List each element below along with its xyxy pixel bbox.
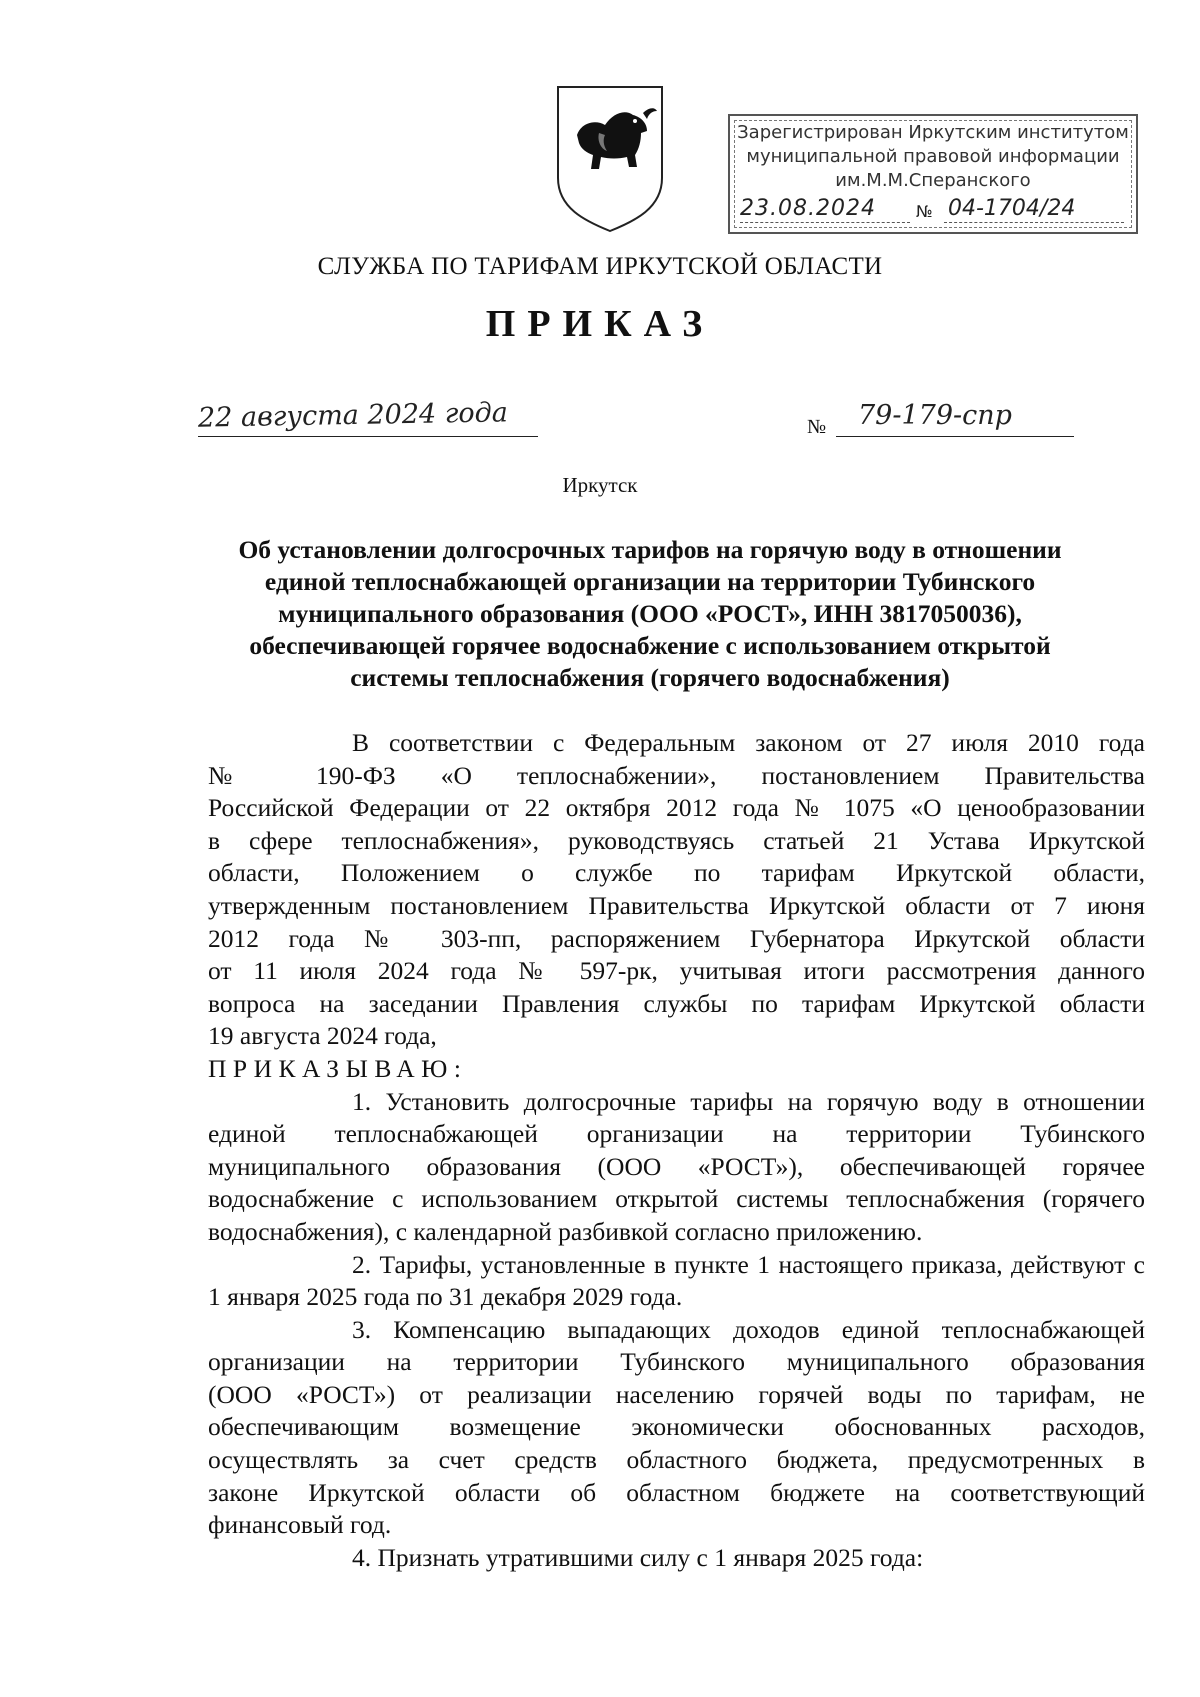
- registration-stamp: [728, 114, 1138, 234]
- text-line: от 11 июля 2024 года № 597-рк, учитывая итоги рассмотрения данного: [208, 956, 1145, 986]
- item-1-paragraph: [208, 1086, 1145, 1249]
- text-line: 1 января 2025 года по 31 декабря 2029 года.: [208, 1282, 683, 1312]
- order-title: [150, 534, 1150, 694]
- title-line: муниципального образования (ООО «РОСТ», ИНН 3817050036),: [278, 599, 1022, 628]
- stamp-line-1: Зарегистрирован Иркутским институтом: [737, 122, 1129, 143]
- handwritten-order-number: 79-179-спр: [858, 400, 1012, 431]
- text-line: осуществлять за счет средств областного бюджета, предусмотренных в: [208, 1445, 1145, 1475]
- text-line: 4. Признать утратившими силу с 1 января 2025 года:: [352, 1542, 924, 1572]
- title-line: единой теплоснабжающей организации на территории Тубинского: [264, 567, 1036, 596]
- agency-name: СЛУЖБА ПО ТАРИФАМ ИРКУТСКОЙ ОБЛАСТИ: [317, 253, 883, 280]
- text-line: финансовый год.: [208, 1510, 392, 1540]
- stamp-number-underline: [944, 222, 1124, 223]
- text-line: единой теплоснабжающей организации на территории Тубинского: [208, 1119, 1145, 1149]
- text-line: обеспечивающим возмещение экономически обоснованных расходов,: [208, 1412, 1145, 1442]
- text-line: области, Положением о службе по тарифам Иркутской области,: [208, 858, 1145, 888]
- text-line: Российской Федерации от 22 октября 2012 года № 1075 «О ценообразовании: [208, 793, 1145, 823]
- stamp-line-2: муниципальной правовой информации: [746, 146, 1120, 167]
- text-line: (ООО «РОСТ») от реализации населению горячей воды по тарифам, не: [208, 1379, 1145, 1409]
- preamble-paragraph: [208, 727, 1145, 1053]
- handwritten-date: 22 августа 2024 года: [197, 397, 509, 434]
- text-line: в сфере теплоснабжения», руководствуясь статьей 21 Устава Иркутской: [208, 825, 1145, 855]
- date-underline: [198, 436, 538, 437]
- text-line: 2. Тарифы, установленные в пункте 1 настоящего приказа, действуют с: [352, 1249, 1145, 1279]
- text-line: 19 августа 2024 года,: [208, 1021, 437, 1051]
- text-line: утвержденным постановлением Правительства Иркутской области от 7 июня: [208, 890, 1145, 920]
- text-line: 2012 года № 303-пп, распоряжением Губернатора Иркутской области: [208, 923, 1145, 953]
- title-line: обеспечивающей горячее водоснабжение с использованием открытой: [249, 631, 1051, 660]
- text-line: № 190-ФЗ «О теплоснабжении», постановлением Правительства: [208, 760, 1145, 790]
- order-body: [208, 727, 1145, 1574]
- stamp-date-underline: [740, 222, 910, 223]
- text-line: В соответствии с Федеральным законом от 27 июля 2010 года: [352, 728, 1145, 757]
- city-name: Иркутск: [562, 473, 638, 497]
- document-type: ПРИКАЗ: [485, 303, 715, 345]
- text-line: организации на территории Тубинского муниципального образования: [208, 1347, 1145, 1377]
- title-line: Об установлении долгосрочных тарифов на горячую воду в отношении: [238, 535, 1062, 564]
- stamp-registration-number: 04-1704/24: [948, 196, 1076, 221]
- item-2-paragraph: [208, 1249, 1145, 1314]
- order-number-sign: №: [807, 416, 827, 438]
- stamp-registration-date: 23.08.2024: [740, 196, 876, 221]
- text-line: 1. Установить долгосрочные тарифы на горячую воду в отношении: [352, 1086, 1145, 1116]
- text-line: 3. Компенсацию выпадающих доходов единой теплоснабжающей: [352, 1314, 1145, 1344]
- item-3-paragraph: [208, 1314, 1145, 1542]
- stamp-number-sign: №: [916, 202, 933, 221]
- text-line: водоснабжения), с календарной разбивкой согласно приложению.: [208, 1216, 923, 1246]
- text-line: водоснабжение с использованием открытой системы теплоснабжения (горячего: [208, 1184, 1145, 1214]
- item-4-paragraph: [208, 1542, 1145, 1575]
- coat-of-arms-emblem: [555, 83, 665, 233]
- order-number-underline: [836, 436, 1074, 437]
- text-line: вопроса на заседании Правления службы по тарифам Иркутской области: [208, 988, 1145, 1018]
- text-line: законе Иркутской области об областном бюджете на соответствующий: [208, 1477, 1145, 1507]
- title-line: системы теплоснабжения (горячего водоснабжения): [350, 663, 950, 692]
- text-line: муниципального образования (ООО «РОСТ»), обеспечивающей горячее: [208, 1151, 1145, 1181]
- stamp-line-3: им.М.М.Сперанского: [835, 170, 1031, 191]
- order-word: ПРИКАЗЫВАЮ:: [208, 1053, 468, 1083]
